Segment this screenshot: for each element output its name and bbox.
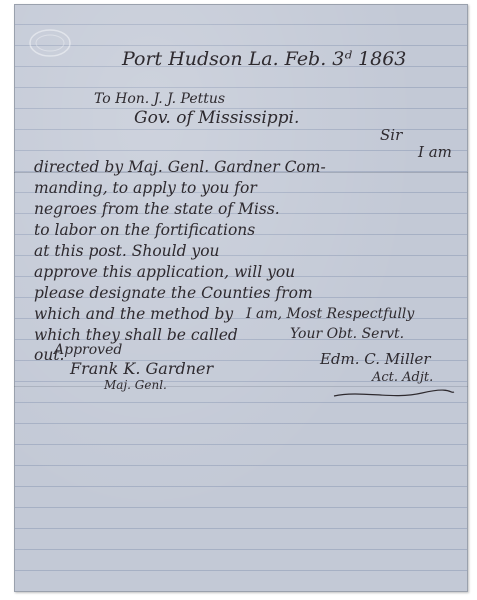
fold-crease (14, 386, 468, 387)
signature-flourish (332, 388, 456, 400)
body-line: please designate the Counties from (34, 284, 313, 302)
endorsement-approved: Approved (54, 342, 123, 358)
embossed-stationery-stamp-icon (28, 28, 72, 58)
body-line: manding, to apply to you for (34, 179, 257, 197)
body-line: out. (34, 346, 65, 364)
body-line: to labor on the fortifications (34, 221, 256, 239)
body-line: at this post. Should you (34, 242, 220, 260)
body-line: approve this application, will you (34, 263, 296, 281)
body-line: negroes from the state of Miss. (34, 200, 280, 218)
salutation: Sir (380, 126, 403, 144)
body-line: directed by Maj. Genl. Gardner Com- (34, 158, 326, 176)
endorsement-signature: Frank K. Gardner (70, 359, 214, 378)
addressee-name: To Hon. J. J. Pettus (94, 91, 226, 107)
body-line: which and the method by (34, 305, 234, 323)
body-line: I am (418, 143, 452, 161)
closing: Your Obt. Servt. (290, 326, 405, 342)
dateline: Port Hudson La. Feb. 3ᵈ 1863 (122, 48, 407, 70)
addressee-office: Gov. of Mississippi. (134, 108, 300, 128)
closing: I am, Most Respectfully (246, 306, 415, 322)
endorsement-title: Maj. Genl. (104, 378, 167, 392)
letter-sheet (14, 4, 468, 592)
signature: Edm. C. Miller (320, 350, 431, 368)
body-line: which they shall be called (34, 326, 238, 344)
signature-title: Act. Adjt. (372, 370, 434, 385)
